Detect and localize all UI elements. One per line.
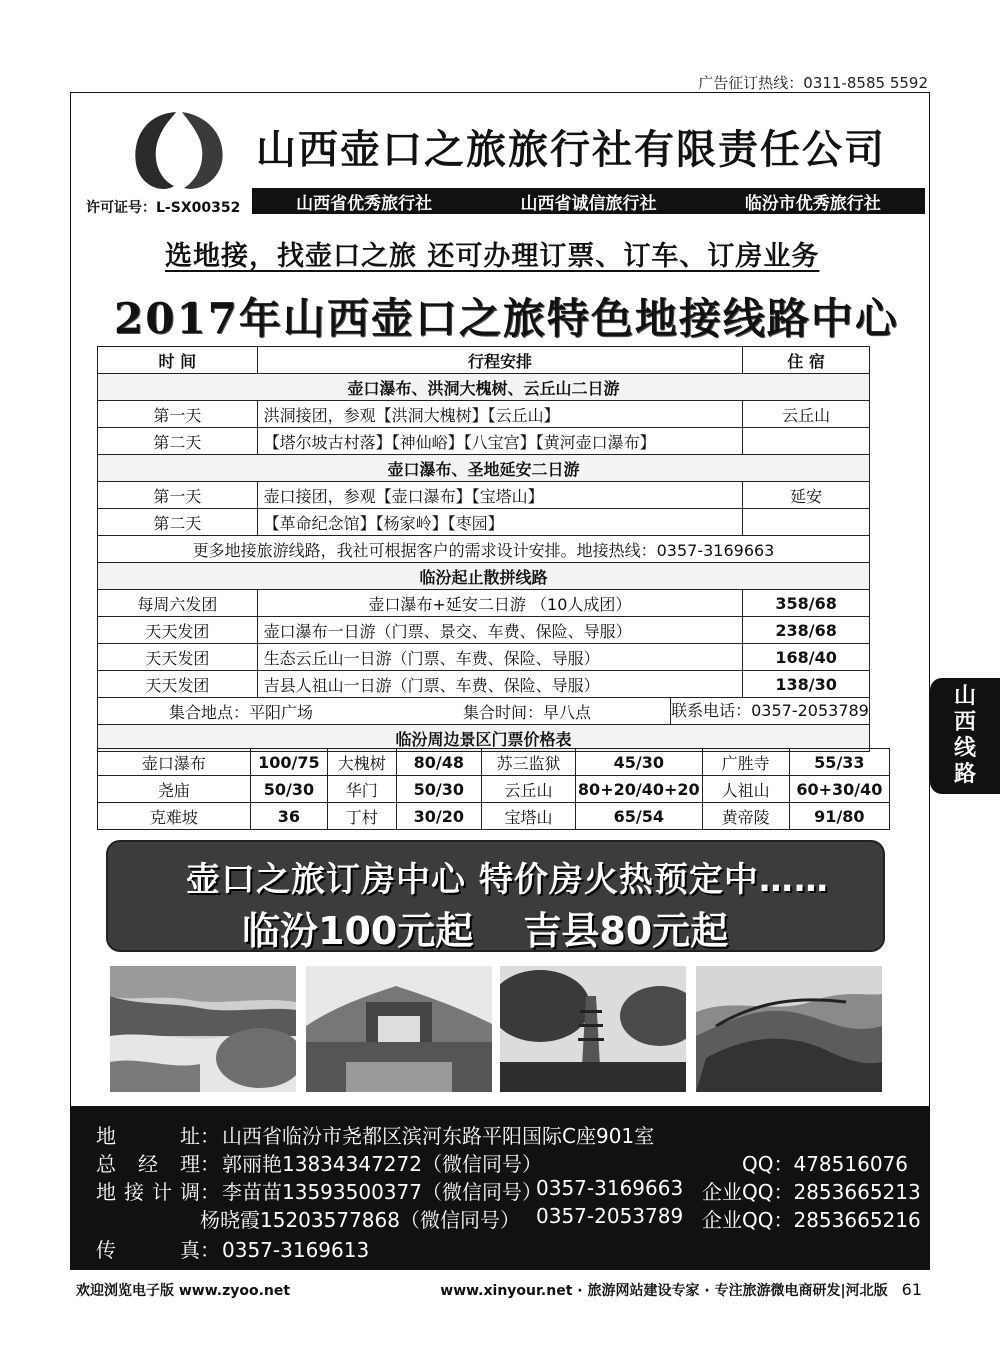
routes-table xyxy=(97,346,870,752)
departure-cell: 天天发团 xyxy=(98,671,258,698)
table-row xyxy=(98,482,870,509)
honors-bar xyxy=(252,188,925,214)
scenic-name: 广胜寺 xyxy=(702,749,789,776)
address-label: 地 址 xyxy=(96,1124,200,1148)
scenic-name: 人祖山 xyxy=(702,776,789,803)
photo-great-wall xyxy=(696,966,882,1092)
meeting-row xyxy=(98,698,870,725)
group-tours-title: 临汾起止散拼线路 xyxy=(98,563,870,590)
ticket-price: 65/54 xyxy=(575,803,702,830)
tour-name-cell: 吉县人祖山一日游（门票、车费、保险、导服） xyxy=(257,671,743,698)
promo-line-1: 壶口之旅订房中心 特价房火热预定中…… xyxy=(186,860,829,900)
meeting-place: 集合地点：平阳广场 xyxy=(168,702,313,722)
ticket-price: 36 xyxy=(250,803,327,830)
plan-cell: 洪洞接团，参观【洪洞大槐树】【云丘山】 xyxy=(257,401,743,428)
dispatch-row-1: 地接计调： 李苗苗13593500377（微信同号） xyxy=(96,1176,542,1205)
fax-label: 传 真 xyxy=(96,1238,200,1262)
photo-pagoda xyxy=(500,966,686,1092)
dispatch-2-tel: 0357-2053789 xyxy=(536,1204,684,1228)
scenic-name: 黄帝陵 xyxy=(702,803,789,830)
table-row xyxy=(98,590,870,617)
scenic-name: 尧庙 xyxy=(98,776,251,803)
table-header-row xyxy=(98,347,870,374)
section-row xyxy=(98,563,870,590)
promo-line-2 xyxy=(242,900,728,955)
section-row xyxy=(98,374,870,401)
slogan: 选地接，找壶口之旅 还可办理订票、订车、订房业务 xyxy=(165,241,820,272)
table-row xyxy=(98,428,870,455)
scenic-name: 宝塔山 xyxy=(482,803,576,830)
stay-cell: 云丘山 xyxy=(743,401,870,428)
contact-block xyxy=(70,1106,930,1270)
side-tab-char: 线 xyxy=(953,736,976,761)
departure-cell: 天天发团 xyxy=(98,617,258,644)
stay-cell: 延安 xyxy=(743,482,870,509)
price-cell: 138/30 xyxy=(743,671,870,698)
stay-cell xyxy=(743,428,870,455)
day-cell: 第一天 xyxy=(98,401,258,428)
footer-right xyxy=(440,1280,922,1300)
ticket-price: 80+20/40+20 xyxy=(575,776,702,803)
departure-cell: 每周六发团 xyxy=(98,590,258,617)
ticket-price: 60+30/40 xyxy=(789,776,889,803)
meeting-info xyxy=(98,698,870,725)
note-row xyxy=(98,536,870,563)
dispatch-1-qq: 企业QQ：2853665213 xyxy=(702,1180,921,1204)
manager-qq: QQ：478516076 xyxy=(742,1152,909,1176)
table-row xyxy=(98,671,870,698)
departure-cell: 天天发团 xyxy=(98,644,258,671)
header-stay: 住 宿 xyxy=(743,347,870,374)
footer-left: 欢迎浏览电子版 www.zyoo.net xyxy=(76,1283,291,1299)
plan-cell: 【革命纪念馆】【杨家岭】【枣园】 xyxy=(257,509,743,536)
table-row xyxy=(98,401,870,428)
tour1-title: 壶口瀑布、洪洞大槐树、云丘山二日游 xyxy=(98,374,870,401)
table-row xyxy=(98,776,890,803)
promo-price-jixian: 吉县80元起 xyxy=(523,909,729,953)
honor-1: 山西省优秀旅行社 xyxy=(296,193,433,214)
dispatch-label: 地接计调 xyxy=(96,1180,200,1204)
meeting-time: 集合时间：早八点 xyxy=(462,702,591,722)
table-row xyxy=(98,509,870,536)
fax-row: 传 真： 0357-3169613 xyxy=(96,1234,369,1263)
day-cell: 第一天 xyxy=(98,482,258,509)
table-row xyxy=(98,749,890,776)
fax-value: 0357-3169613 xyxy=(222,1238,370,1262)
ticket-table xyxy=(97,748,890,830)
photo-gate xyxy=(306,966,492,1092)
dispatch-2-qq: 企业QQ：2853665216 xyxy=(702,1208,921,1232)
price-cell: 168/40 xyxy=(743,644,870,671)
side-tab-char: 西 xyxy=(953,710,976,735)
scenic-name: 苏三监狱 xyxy=(482,749,576,776)
ticket-price: 100/75 xyxy=(250,749,327,776)
ticket-price: 50/30 xyxy=(250,776,327,803)
table-row xyxy=(98,644,870,671)
scenic-name: 大槐树 xyxy=(327,749,396,776)
scenic-name: 华门 xyxy=(327,776,396,803)
scenic-name: 克难坡 xyxy=(98,803,251,830)
plan-cell: 【塔尔坡古村落】【神仙峪】【八宝宫】【黄河壶口瀑布】 xyxy=(257,428,743,455)
promo-price-linfen: 临汾100元起 xyxy=(242,909,474,953)
manager-label: 总 经 理 xyxy=(96,1152,200,1176)
day-cell: 第二天 xyxy=(98,509,258,536)
day-cell: 第二天 xyxy=(98,428,258,455)
scenic-name: 壶口瀑布 xyxy=(98,749,251,776)
manager-value: 郭丽艳13834347272（微信同号） xyxy=(222,1152,542,1176)
ad-hotline: 广告征订热线：0311-8585 5592 xyxy=(698,74,928,92)
price-cell: 358/68 xyxy=(743,590,870,617)
section-side-tab xyxy=(930,678,1000,794)
section-row xyxy=(98,455,870,482)
contact-phone: 联系电话：0357-2053789 xyxy=(670,698,869,724)
address-value: 山西省临汾市尧都区滨河东路平阳国际C座901室 xyxy=(222,1124,655,1148)
hotel-promo-banner xyxy=(106,840,885,952)
header-plan: 行程安排 xyxy=(257,347,743,374)
ticket-price: 30/20 xyxy=(396,803,481,830)
ticket-price: 91/80 xyxy=(789,803,889,830)
headline: 2017年山西壶口之旅特色地接线路中心 xyxy=(114,294,899,343)
photo-waterfall xyxy=(110,966,296,1092)
manager-row: 总 经 理： 郭丽艳13834347272（微信同号） xyxy=(96,1148,542,1177)
stay-cell xyxy=(743,509,870,536)
dispatch-1: 李苗苗13593500377（微信同号） xyxy=(222,1180,542,1204)
table-row xyxy=(98,803,890,830)
honor-3: 临汾市优秀旅行社 xyxy=(744,193,881,214)
ticket-price: 80/48 xyxy=(396,749,481,776)
footer-slogan: www.xinyour.net · 旅游网站建设专家 · 专注旅游微电商研发|河北版 xyxy=(440,1283,888,1299)
tour-name-cell: 壶口瀑布一日游（门票、景交、车费、保险、导服） xyxy=(257,617,743,644)
dispatch-2: 杨晓霞15203577868（微信同号） xyxy=(200,1208,520,1232)
honor-2: 山西省诚信旅行社 xyxy=(520,193,657,214)
ticket-title: 临汾周边景区门票价格表 xyxy=(98,725,870,752)
ticket-price: 55/33 xyxy=(789,749,889,776)
table-row xyxy=(98,617,870,644)
tour-name-cell: 壶口瀑布+延安二日游 （10人成团） xyxy=(257,590,743,617)
company-name: 山西壶口之旅旅行社有限责任公司 xyxy=(256,127,886,173)
address-row: 地 址： 山西省临汾市尧都区滨河东路平阳国际C座901室 xyxy=(96,1120,654,1149)
ticket-price: 50/30 xyxy=(396,776,481,803)
tour2-title: 壶口瀑布、圣地延安二日游 xyxy=(98,455,870,482)
license-number: 许可证号：L-SX00352 xyxy=(86,200,241,216)
price-cell: 238/68 xyxy=(743,617,870,644)
dispatch-1-tel: 0357-3169663 xyxy=(536,1176,684,1200)
side-tab-char: 山 xyxy=(953,684,976,709)
scenic-name: 丁村 xyxy=(327,803,396,830)
company-logo xyxy=(128,108,228,194)
page-number: 61 xyxy=(901,1280,922,1299)
tour-name-cell: 生态云丘山一日游（门票、车费、保险、导服） xyxy=(257,644,743,671)
plan-cell: 壶口接团，参观【壶口瀑布】【宝塔山】 xyxy=(257,482,743,509)
ticket-price: 45/30 xyxy=(575,749,702,776)
more-routes-note: 更多地接旅游线路，我社可根据客户的需求设计安排。地接热线：0357-3169663 xyxy=(98,536,870,563)
header-time: 时 间 xyxy=(98,347,258,374)
scenic-name: 云丘山 xyxy=(482,776,576,803)
side-tab-char: 路 xyxy=(953,762,976,787)
